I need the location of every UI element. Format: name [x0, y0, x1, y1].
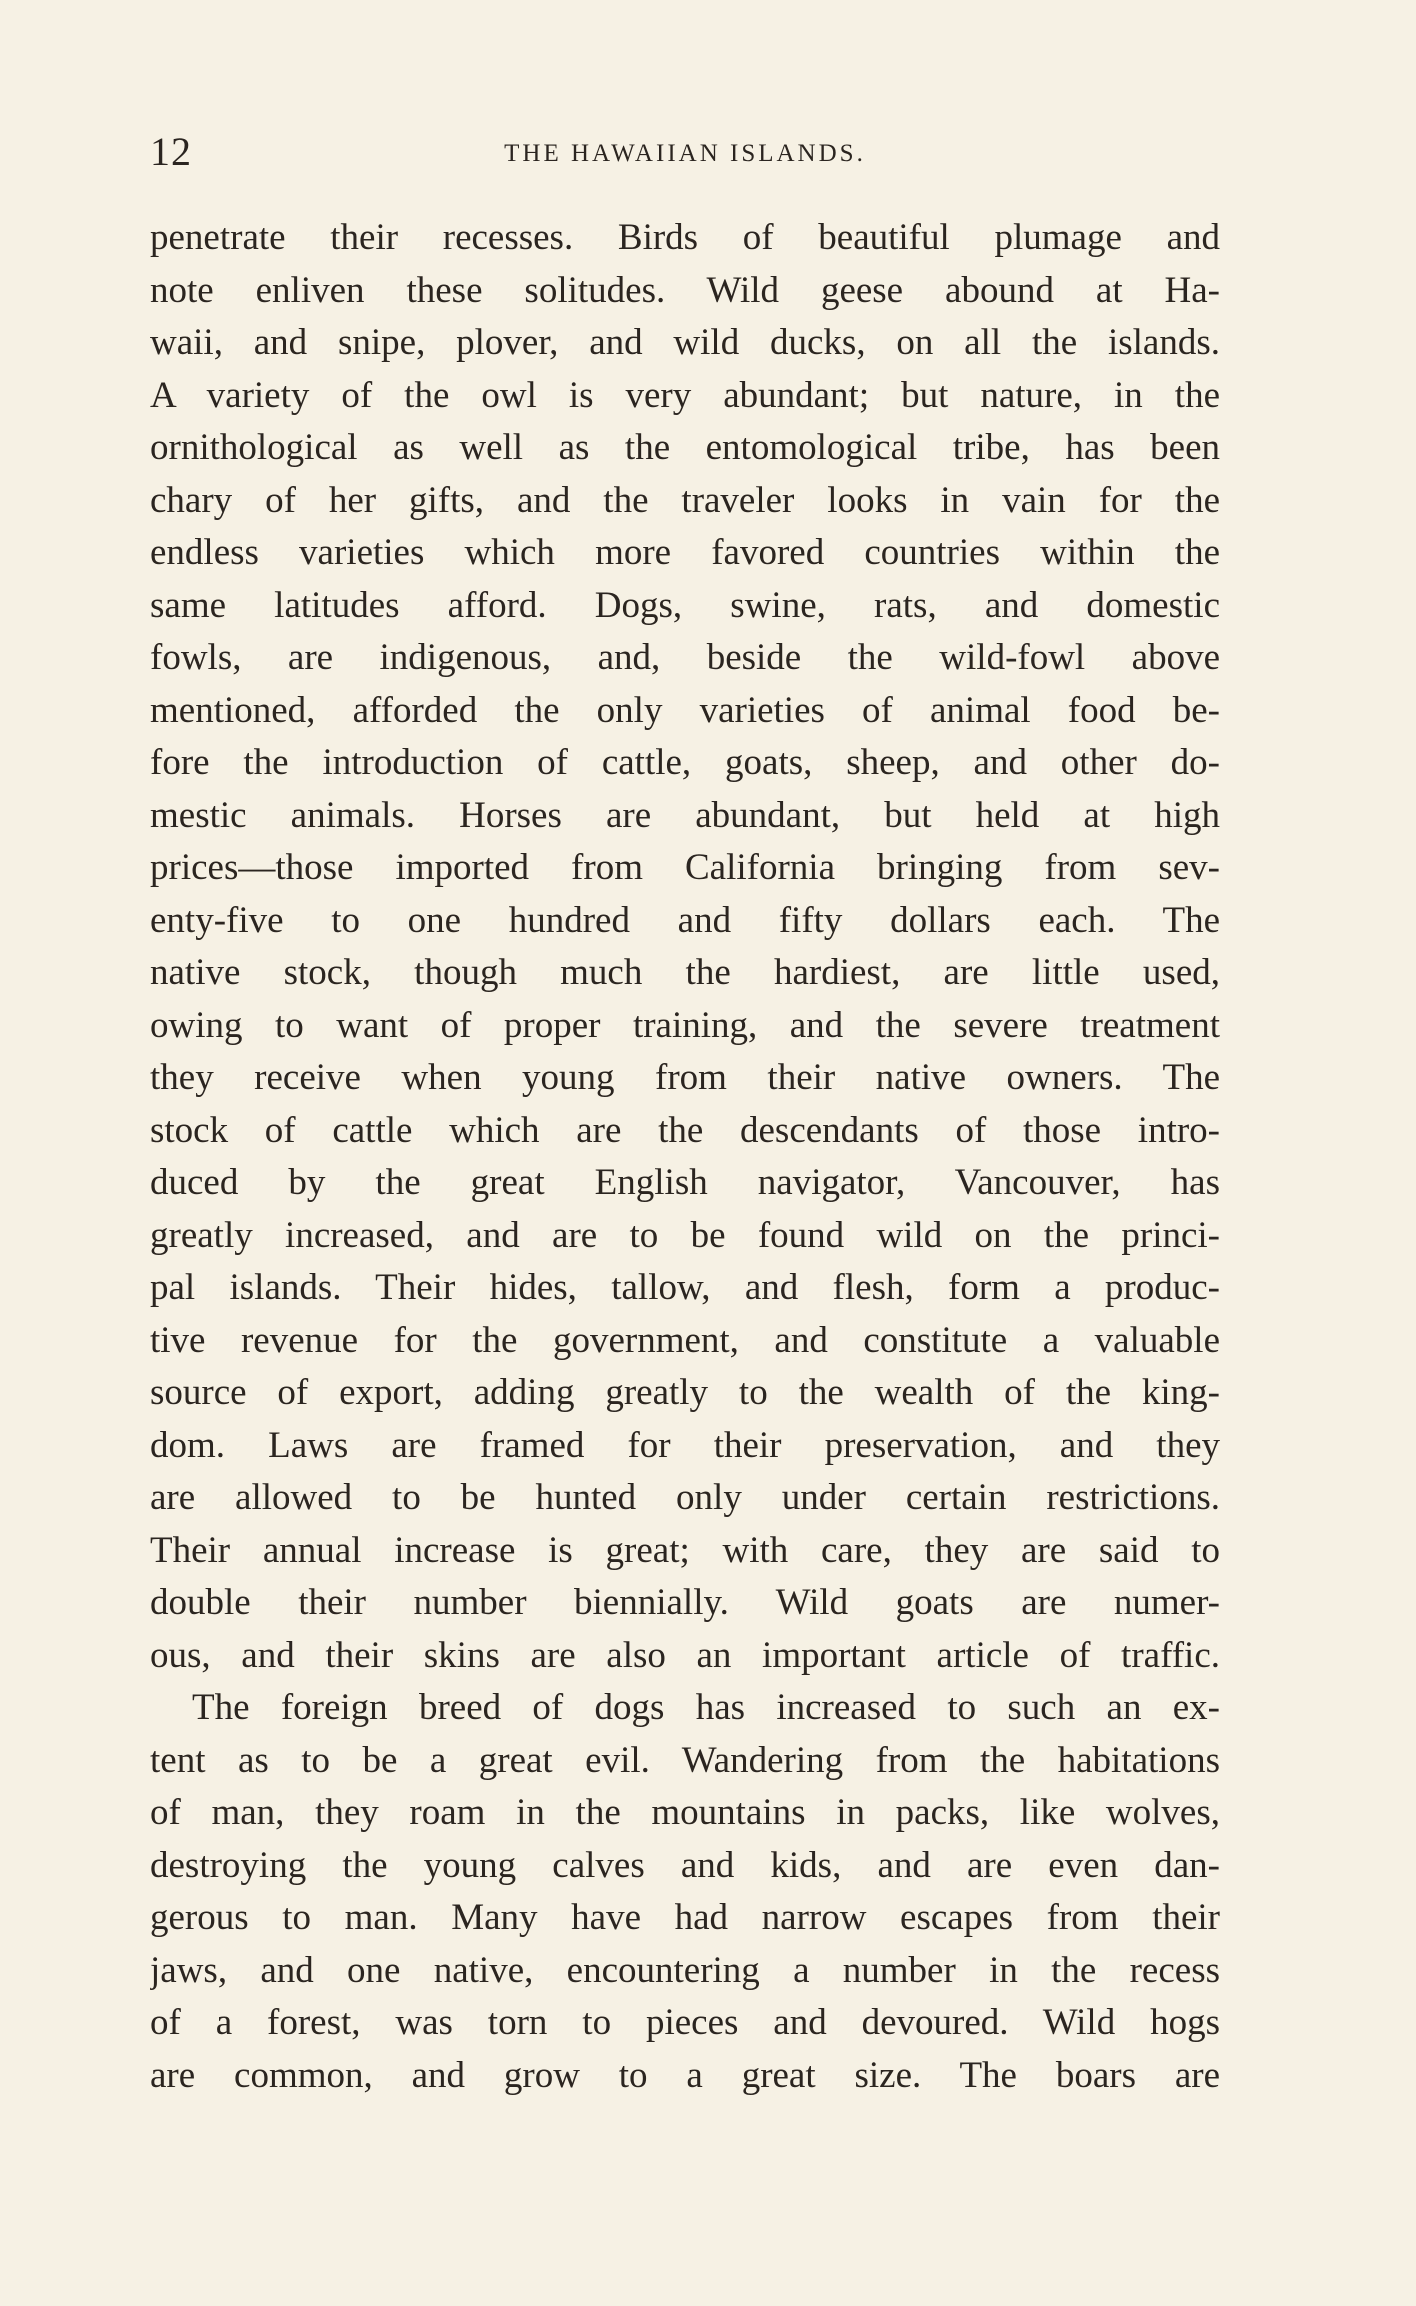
running-head: [150, 128, 1220, 178]
text-line: gerous to man. Many have had narrow escapes from their: [150, 1897, 1220, 1938]
text-line: destroying the young calves and kids, and are even dan-: [150, 1844, 1220, 1886]
text-line: endless varieties which more favored countries within the: [150, 532, 1220, 573]
paragraph-start-line: The foreign breed of dogs has increased to such an ex-: [192, 1687, 1220, 1728]
text-line: note enliven these solitudes. Wild geese abound at Ha-: [150, 269, 1220, 311]
text-line: A variety of the owl is very abundant; but nature, in the: [150, 374, 1220, 416]
text-line: ous, and their skins are also an important article of traffic.: [150, 1634, 1220, 1676]
text-line: owing to want of proper training, and the severe treatment: [150, 1004, 1220, 1046]
text-line: same latitudes afford. Dogs, swine, rats, and domestic: [150, 584, 1220, 626]
text-line: of a forest, was torn to pieces and devoured. Wild hogs: [150, 2002, 1220, 2043]
text-line: jaws, and one native, encountering a number in the recess: [150, 1949, 1220, 1991]
text-line: tive revenue for the government, and constitute a valuable: [150, 1319, 1220, 1361]
text-line: mestic animals. Horses are abundant, but held at high: [150, 794, 1220, 836]
text-line: Their annual increase is great; with care, they are said to: [150, 1529, 1220, 1571]
text-line: fowls, are indigenous, and, beside the wild-fowl above: [150, 637, 1220, 678]
page-number: 12: [150, 129, 192, 174]
text-line: prices—those imported from California bringing from sev-: [150, 847, 1220, 888]
running-title: THE HAWAIIAN ISLANDS.: [504, 140, 866, 167]
text-line: chary of her gifts, and the traveler looks in vain for the: [150, 479, 1220, 521]
text-line: duced by the great English navigator, Vancouver, has: [150, 1162, 1220, 1203]
text-line: fore the introduction of cattle, goats, sheep, and other do-: [150, 742, 1220, 783]
text-line: pal islands. Their hides, tallow, and flesh, form a produc-: [150, 1267, 1220, 1308]
text-line: penetrate their recesses. Birds of beautiful plumage and: [150, 217, 1220, 258]
text-line: mentioned, afforded the only varieties of animal food be-: [150, 689, 1220, 731]
text-line: are allowed to be hunted only under certain restrictions.: [150, 1477, 1220, 1518]
text-line: source of export, adding greatly to the wealth of the king-: [150, 1372, 1220, 1413]
text-line: are common, and grow to a great size. The boars are: [150, 2054, 1220, 2096]
text-line: of man, they roam in the mountains in packs, like wolves,: [150, 1792, 1220, 1833]
text-line: dom. Laws are framed for their preservation, and they: [150, 1424, 1220, 1466]
text-line: ornithological as well as the entomological tribe, has been: [150, 427, 1220, 468]
text-line: greatly increased, and are to be found wild on the princi-: [150, 1214, 1220, 1256]
body-text: [150, 212, 1220, 2102]
text-line: they receive when young from their native owners. The: [150, 1057, 1220, 1098]
text-line: stock of cattle which are the descendants of those intro-: [150, 1109, 1220, 1151]
text-line: tent as to be a great evil. Wandering from the habitations: [150, 1739, 1220, 1781]
text-line: native stock, though much the hardiest, are little used,: [150, 952, 1220, 993]
text-line: double their number biennially. Wild goats are numer-: [150, 1582, 1220, 1623]
text-line: waii, and snipe, plover, and wild ducks, on all the islands.: [150, 322, 1220, 363]
text-line: enty-five to one hundred and fifty dollars each. The: [150, 899, 1220, 941]
